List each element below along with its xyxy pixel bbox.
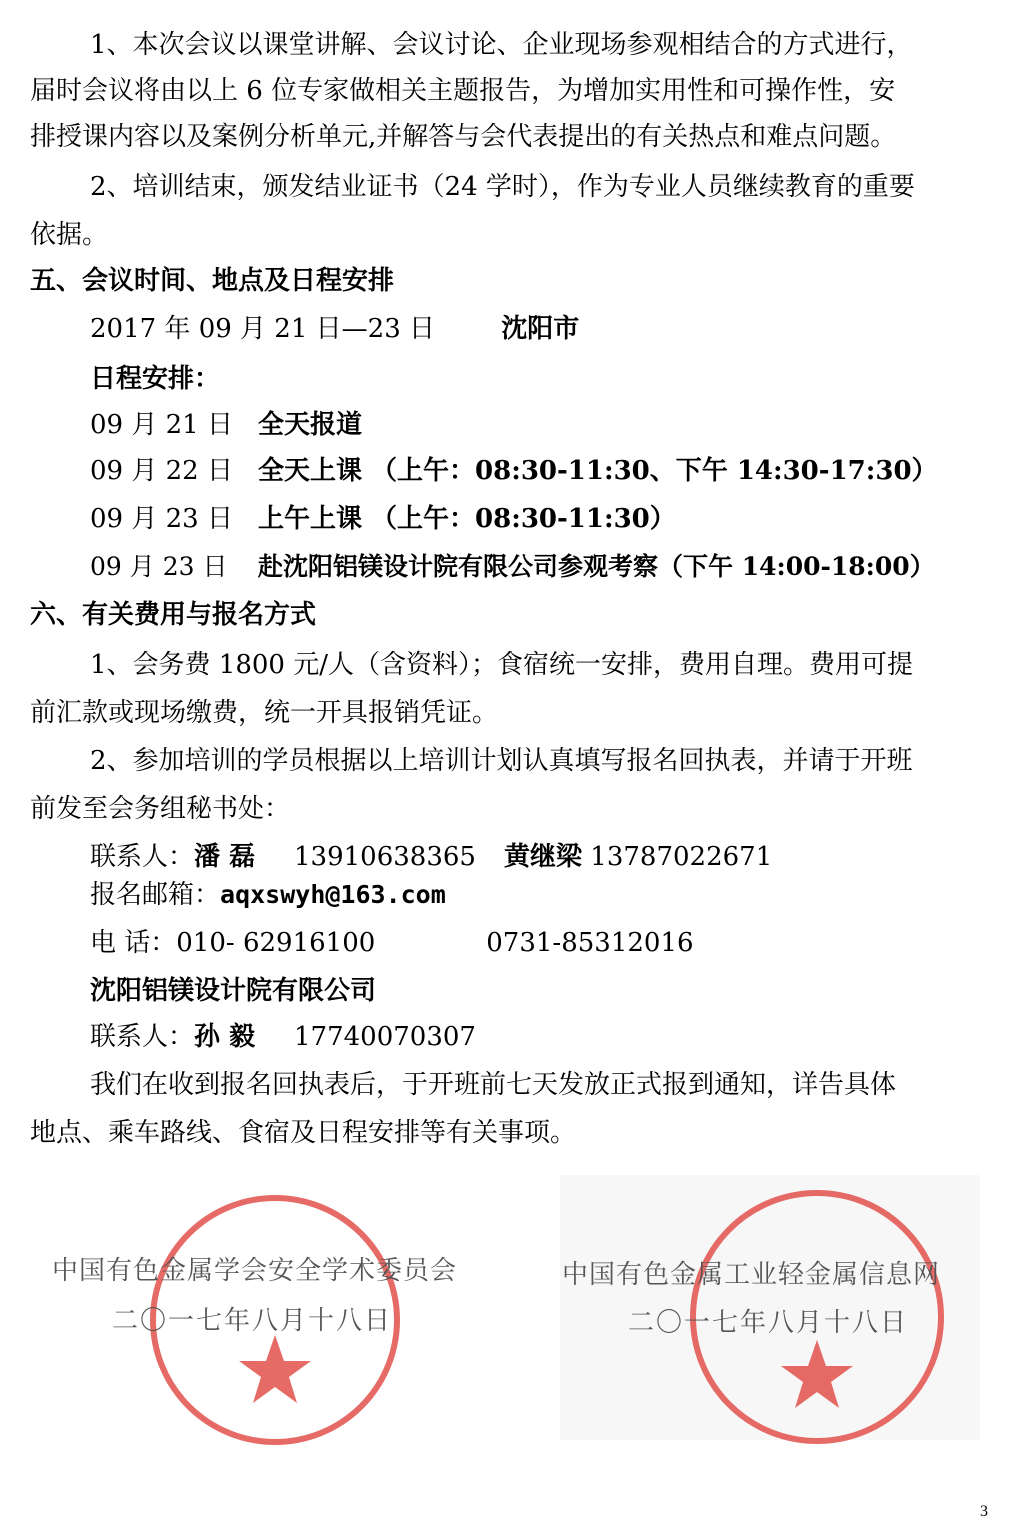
section-heading: 六、有关费用与报名方式 (30, 600, 317, 630)
contact-phone: 13787022671 (590, 842, 773, 872)
tel-number: 0731-85312016 (486, 928, 694, 958)
left-organization: 中国有色金属学会安全学术委员会 (52, 1256, 458, 1286)
tel-number: 010- 62916100 (176, 928, 376, 958)
date-range: 2017 年 09 月 21 日—23 日 (90, 314, 436, 344)
email-link[interactable]: aqxswyh@163.com (220, 880, 446, 909)
paragraph-line: 1、会务费 1800 元/人（含资料）；食宿统一安排，费用自理。费用可提 (90, 650, 913, 680)
contact-name: 潘 磊 (194, 842, 256, 872)
city: 沈阳市 (501, 314, 580, 344)
section-heading: 五、会议时间、地点及日程安排 (30, 266, 395, 296)
left-date: 二〇一七年八月十八日 (112, 1306, 393, 1336)
schedule-row (90, 550, 935, 584)
right-organization: 中国有色金属工业轻金属信息网 (562, 1260, 941, 1290)
paragraph-line: 我们在收到报名回执表后，于开班前七天发放正式报到通知，详告具体 (90, 1070, 897, 1100)
schedule-day: 09 月 23 日 (90, 552, 228, 581)
meeting-date (90, 312, 579, 346)
schedule-row (90, 454, 938, 488)
tel-row (90, 926, 694, 960)
contact-label: 联系人： (90, 1022, 195, 1052)
paragraph-line: 排授课内容以及案例分析单元,并解答与会代表提出的有关热点和难点问题。 (30, 122, 897, 152)
paragraph-line: 2、参加培训的学员根据以上培训计划认真填写报名回执表，并请于开班 (90, 746, 913, 776)
contact-name: 孙 毅 (194, 1022, 256, 1052)
right-date: 二〇一七年八月十八日 (628, 1308, 909, 1338)
contact-phone: 17740070307 (294, 1022, 476, 1052)
contact-label: 联系人： (90, 842, 195, 872)
paragraph-line: 前发至会务组秘书处： (30, 794, 291, 824)
schedule-item: 全天报道 (258, 410, 363, 440)
paragraph-line: 届时会议将由以上 6 位专家做相关主题报告，为增加实用性和可操作性，安 (30, 76, 896, 106)
paragraph-line: 2、培训结束，颁发结业证书（24 学时），作为专业人员继续教育的重要 (90, 172, 915, 202)
paragraph-line: 1、本次会议以课堂讲解、会议讨论、企业现场参观相结合的方式进行， (90, 30, 913, 60)
schedule-label: 日程安排： (90, 364, 221, 394)
email-row (90, 878, 446, 912)
schedule-day: 09 月 21 日 (90, 410, 233, 440)
contact-row (90, 1020, 476, 1054)
schedule-item: 全天上课 （上午：08:30-11:30、下午 14:30-17:30） (258, 456, 938, 486)
contact-name: 黄继梁 (504, 842, 583, 872)
contact-phone: 13910638365 (294, 842, 476, 872)
paragraph-line: 依据。 (30, 220, 109, 250)
schedule-row (90, 502, 676, 536)
schedule-item: 上午上课 （上午：08:30-11:30） (258, 504, 676, 534)
schedule-day: 09 月 23 日 (90, 504, 233, 534)
paragraph-line: 前汇款或现场缴费，统一开具报销凭证。 (30, 698, 499, 728)
email-label: 报名邮箱： (90, 880, 221, 910)
page-number: 3 (980, 1503, 988, 1520)
schedule-item: 赴沈阳铝镁设计院有限公司参观考察（下午 14:00-18:00） (258, 552, 935, 581)
contact-row (90, 840, 772, 874)
paragraph-line: 地点、乘车路线、食宿及日程安排等有关事项。 (30, 1118, 577, 1148)
tel-label: 电 话： (90, 928, 177, 958)
company-name: 沈阳铝镁设计院有限公司 (90, 976, 377, 1006)
schedule-day: 09 月 22 日 (90, 456, 233, 486)
schedule-row (90, 408, 362, 442)
